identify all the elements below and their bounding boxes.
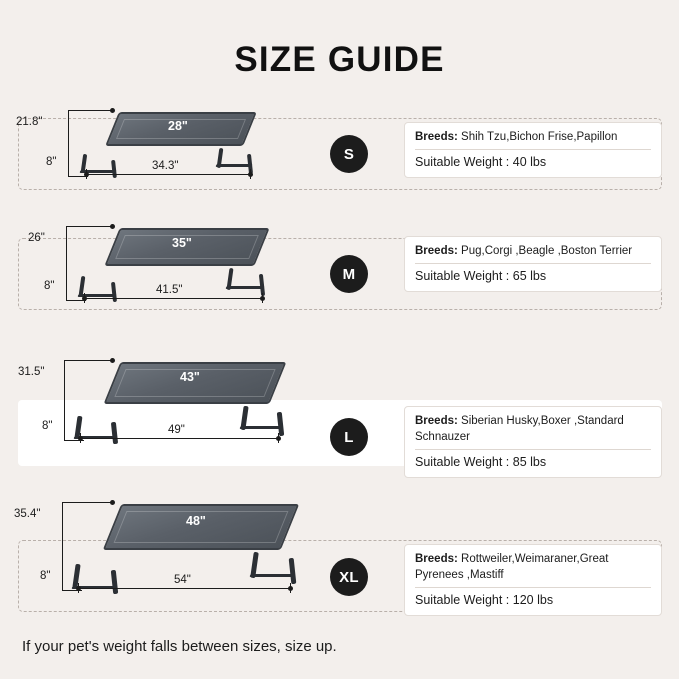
bed-leg-front-right-l	[111, 422, 118, 444]
leg-dimension-label-m: 8"	[44, 280, 55, 292]
size-row-s	[0, 96, 679, 214]
height-tick-top-m	[66, 226, 112, 227]
height-dot-bottom-m	[82, 296, 87, 301]
weight-label-s: Suitable Weight :	[415, 155, 510, 169]
base-dot-right-l	[276, 436, 281, 441]
info-divider-s	[415, 149, 651, 150]
base-dimension-line-l	[80, 438, 278, 439]
height-dimension-label-m: 26"	[28, 232, 45, 244]
base-dot-right-m	[260, 296, 265, 301]
base-dot-right-s	[248, 172, 253, 177]
weight-label-m: Suitable Weight :	[415, 269, 510, 283]
bed-leg-front-right-s	[111, 160, 117, 178]
info-divider-l	[415, 449, 651, 450]
height-dimension-label-xl: 35.4"	[14, 508, 41, 520]
height-dimension-line-xl	[62, 502, 63, 590]
breeds-row-m	[415, 243, 651, 259]
size-badge-s: S	[330, 135, 368, 173]
height-dot-top-s	[110, 108, 115, 113]
breeds-row-s	[415, 129, 651, 145]
breeds-value-xl: Rottweiler,Weimaraner,Great Pyrenees ,Mastiff	[415, 553, 609, 581]
height-dimension-label-s: 21.8"	[16, 116, 43, 128]
height-tick-top-s	[68, 110, 112, 111]
bed-leg-front-left-xl	[72, 564, 80, 588]
weight-value-l: 85 lbs	[512, 455, 547, 469]
weight-value-xl: 120 lbs	[512, 593, 554, 607]
bed-leg-front-right-xl	[111, 570, 118, 594]
bed-leg-bar-right-l	[239, 426, 282, 429]
bed-illustration-m	[20, 216, 320, 334]
height-dimension-line-m	[66, 226, 67, 300]
weight-value-m: 65 lbs	[512, 269, 547, 283]
breeds-label-l: Breeds:	[415, 415, 458, 427]
info-divider-m	[415, 263, 651, 264]
bed-leg-bar-right-s	[215, 164, 252, 167]
leg-dimension-label-s: 8"	[46, 156, 57, 168]
weight-label-xl: Suitable Weight :	[415, 593, 510, 607]
mesh-dimension-label-s: 28"	[168, 119, 188, 133]
leg-dimension-label-xl: 8"	[40, 570, 51, 582]
height-dimension-line-l	[64, 360, 65, 440]
bed-leg-front-right-m	[111, 282, 117, 302]
info-divider-xl	[415, 587, 651, 588]
weight-row-m	[415, 269, 546, 283]
height-dimension-line-s	[68, 110, 69, 176]
height-dot-top-l	[110, 358, 115, 363]
weight-value-s: 40 lbs	[512, 155, 547, 169]
breeds-value-l: Siberian Husky,Boxer ,Standard Schnauzer	[415, 415, 624, 443]
size-badge-xl: XL	[330, 558, 368, 596]
height-dot-bottom-xl	[76, 586, 81, 591]
size-info-s	[404, 122, 662, 178]
mesh-dimension-label-xl: 48"	[186, 514, 206, 528]
base-dimension-label-m: 41.5"	[152, 284, 186, 296]
breeds-value-m: Pug,Corgi ,Beagle ,Boston Terrier	[461, 245, 633, 257]
breeds-label-m: Breeds:	[415, 245, 458, 257]
mesh-dimension-label-l: 43"	[180, 370, 200, 384]
bed-leg-bar-right-m	[225, 286, 264, 289]
size-badge-l: L	[330, 418, 368, 456]
base-dimension-line-xl	[78, 588, 290, 589]
size-info-l	[404, 406, 662, 478]
bed-leg-front-left-l	[74, 416, 82, 438]
breeds-label-xl: Breeds:	[415, 553, 458, 565]
weight-row-xl	[415, 593, 553, 607]
bed-leg-bar-right-xl	[249, 574, 294, 577]
base-dot-right-xl	[288, 586, 293, 591]
height-dot-top-m	[110, 224, 115, 229]
height-dot-bottom-l	[78, 436, 83, 441]
base-dimension-line-s	[86, 174, 250, 175]
breeds-row-xl	[415, 551, 651, 583]
base-dimension-label-s: 34.3"	[148, 160, 182, 172]
breeds-label-s: Breeds:	[415, 131, 458, 143]
breeds-value-s: Shih Tzu,Bichon Frise,Papillon	[461, 131, 618, 143]
size-badge-m: M	[330, 255, 368, 293]
weight-row-s	[415, 155, 546, 169]
base-dimension-label-l: 49"	[164, 424, 189, 436]
weight-row-l	[415, 455, 546, 469]
breeds-row-l	[415, 413, 651, 445]
size-info-m	[404, 236, 662, 292]
height-tick-top-l	[64, 360, 112, 361]
bed-illustration-l	[20, 348, 320, 466]
base-dimension-label-xl: 54"	[170, 574, 195, 586]
weight-label-l: Suitable Weight :	[415, 455, 510, 469]
leg-dimension-label-l: 8"	[42, 420, 53, 432]
size-info-xl	[404, 544, 662, 616]
height-tick-top-xl	[62, 502, 112, 503]
bed-illustration-s	[16, 96, 320, 214]
base-dimension-line-m	[84, 298, 262, 299]
size-row-m	[0, 216, 679, 334]
size-row-xl	[0, 490, 679, 608]
footer-note: If your pet's weight falls between sizes, size up.	[22, 638, 337, 655]
height-dimension-label-l: 31.5"	[18, 366, 45, 378]
size-row-l	[0, 348, 679, 469]
height-dot-top-xl	[110, 500, 115, 505]
height-dot-bottom-s	[84, 172, 89, 177]
bed-leg-back-right-xl	[289, 558, 297, 584]
mesh-dimension-label-m: 35"	[172, 236, 192, 250]
page-title: SIZE GUIDE	[234, 40, 445, 79]
bed-illustration-xl	[14, 490, 320, 608]
